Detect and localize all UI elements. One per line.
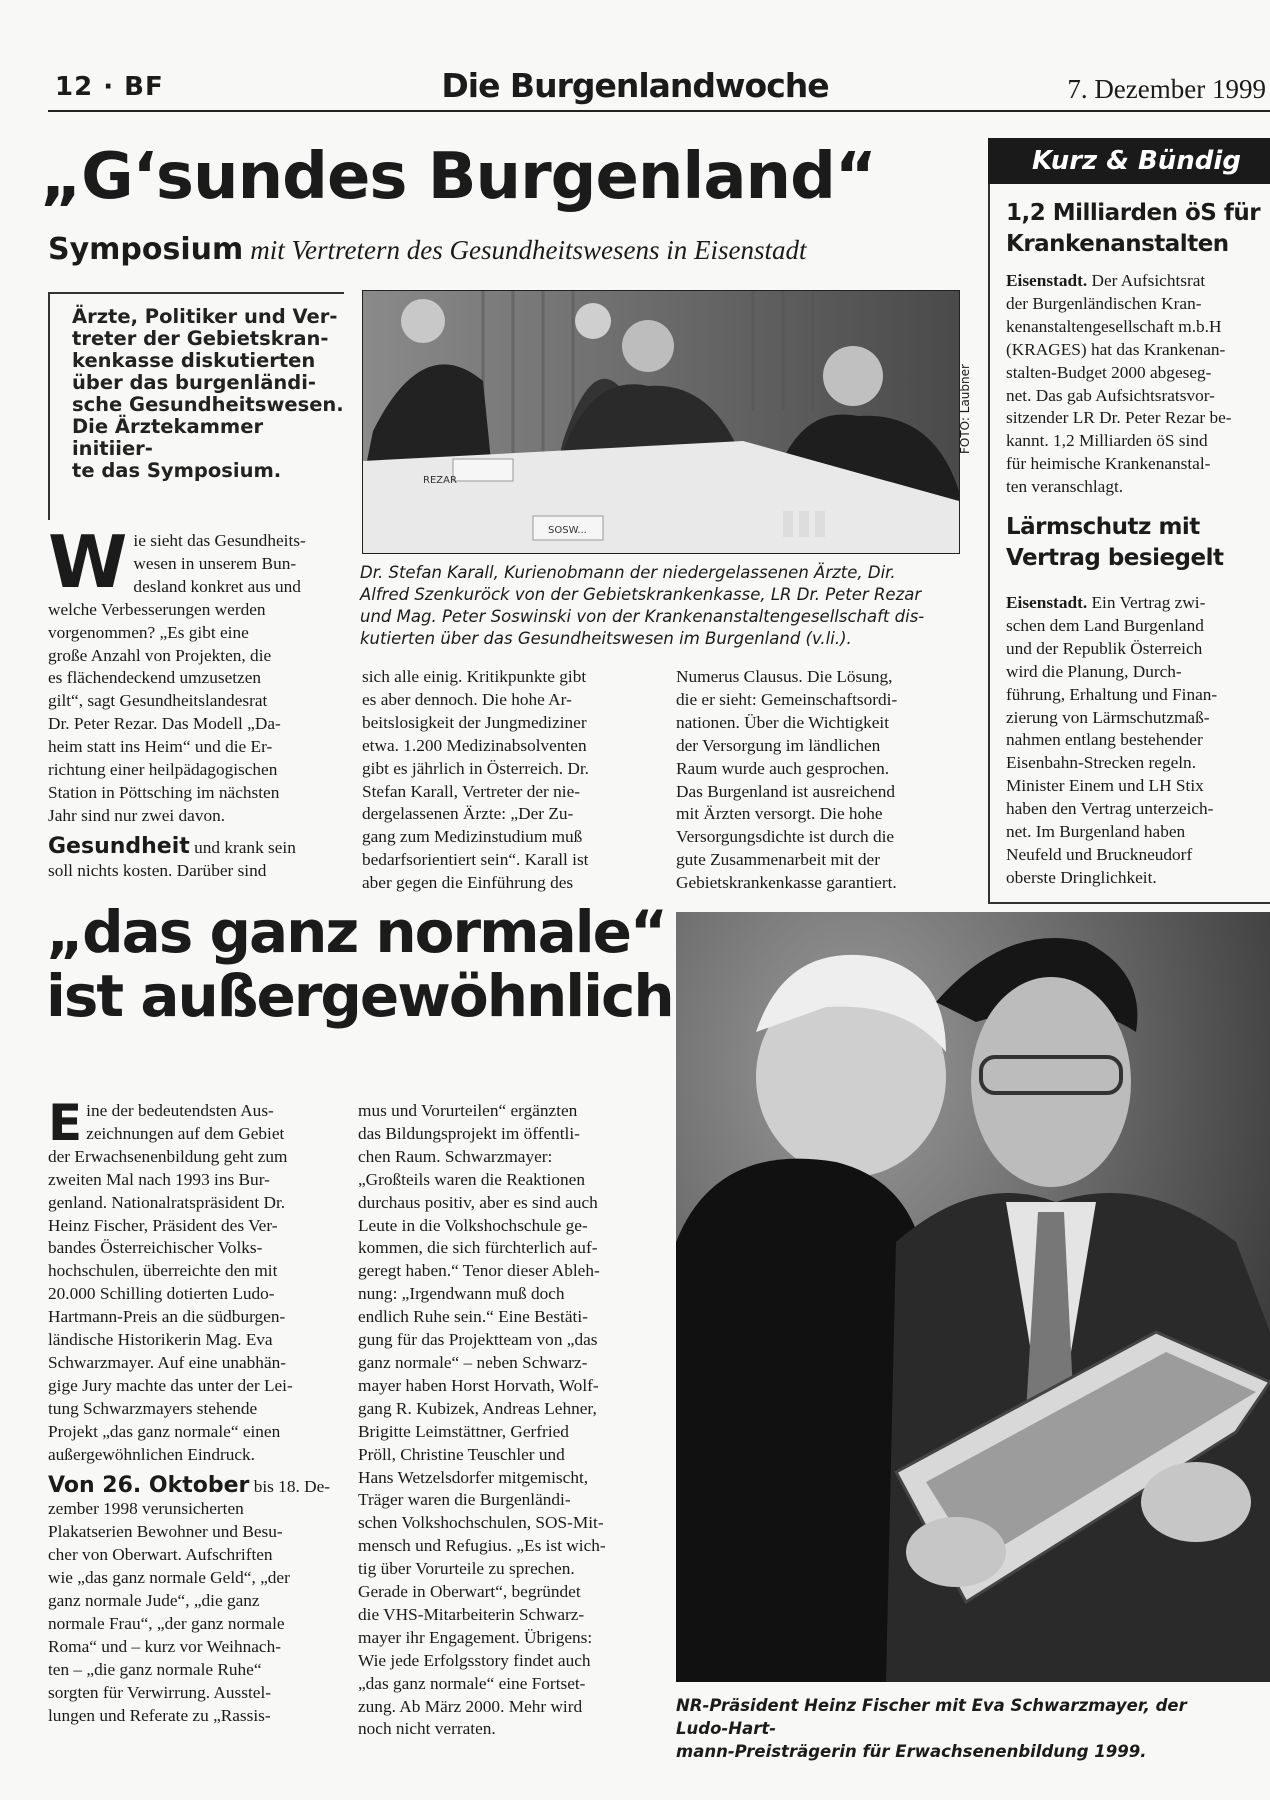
text-line: Das Burgenland ist ausreichend — [676, 781, 896, 801]
text-line: außergewöhnlichen Eindruck. — [48, 1444, 255, 1464]
text-line: normale Frau“, „der ganz normale — [48, 1613, 285, 1633]
text-line: ine der bedeutendsten Aus- — [86, 1101, 274, 1120]
text-line: es flächendeckend umzusetzen — [48, 668, 262, 688]
publication-title: Die Burgenlandwoche — [441, 66, 829, 105]
issue-date: 7. Dezember 1999 — [1067, 74, 1266, 104]
text-line: welche Verbesserungen werden — [48, 599, 266, 619]
text-line: Gesundheit und krank sein — [48, 833, 296, 859]
text-line: Raum wurde auch gesprochen. — [676, 758, 890, 778]
photo2-caption — [676, 1694, 1236, 1763]
sidebar-headline: Krankenanstalten — [1006, 231, 1229, 257]
text-line: ie sieht das Gesundheits- — [133, 531, 306, 550]
text-line: genland. Nationalratspräsident Dr. — [48, 1192, 286, 1212]
text-line: sich alle einig. Kritikpunkte gibt — [362, 667, 587, 686]
text-line: gige Jury machte das unter der Lei- — [48, 1375, 293, 1395]
header-rule — [48, 110, 1270, 112]
text-line: Jahr sind nur zwei davon. — [48, 805, 226, 825]
subtitle-bold: Symposium — [48, 232, 244, 267]
text-line: Roma“ und – kurz vor Weihnach- — [48, 1636, 281, 1656]
sidebar-headline: Vertrag besiegelt — [1006, 545, 1224, 571]
text-line: ten – „die ganz normale Ruhe“ — [48, 1659, 262, 1679]
caption-line: Alfred Szenkuröck von der Gebietskrankenkasse, LR Dr. Peter Rezar — [360, 585, 922, 604]
text-line: Träger waren die Burgenländi- — [358, 1490, 571, 1510]
photo1-caption — [360, 562, 960, 650]
text-line: Hartmann-Preis an die südburgen- — [48, 1307, 286, 1327]
text-line: Von 26. Oktober bis 18. De- — [48, 1472, 331, 1498]
text-line: der Erwachsenenbildung geht zum — [48, 1146, 288, 1166]
text-line: gilt“, sagt Gesundheitslandesrat — [48, 691, 268, 711]
text-line: mit Ärzten versorgt. Die hohe — [676, 804, 883, 824]
text-line: vorgenommen? „Es gibt eine — [48, 622, 249, 642]
text-line: gute Zusammenarbeit mit der — [676, 850, 880, 870]
text-line: nung: „Irgendwann muß doch — [358, 1284, 565, 1304]
text-line: große Anzahl von Projekten, die — [48, 645, 272, 665]
sidebar-headline: Lärmschutz mit — [1006, 514, 1200, 540]
text-line: ganz normale Jude“, „die ganz — [48, 1591, 260, 1611]
text-line: ganz normale“ – neben Schwarz- — [358, 1352, 588, 1372]
text-line: zweiten Mal nach 1993 ins Bur- — [48, 1169, 270, 1189]
text-line: wie „das ganz normale Geld“, „der — [48, 1568, 290, 1588]
article1-headline: „G‘sundes Burgenland“ — [40, 140, 876, 214]
sidebar-text: Eisenstadt. Ein Vertrag zwi- schen dem Land Burgenland und der Republik Österreich wird die Planung, Durch- führung, Erhaltung und Finan- zierung von Lärmschutzmaß- nahmen entlang bestehender Eisenbahn-Strecken regeln. Minister Einem und LH Stix haben den Vertrag unterzeich- net. Im Burgenland haben Neufeld und Bruckneudorf oberste Dringlichkeit. — [1006, 593, 1218, 887]
headline-line: ist außergewöhnlich — [46, 962, 673, 1030]
text-line: tung Schwarzmayers stehende — [48, 1398, 258, 1418]
intro-line: sche Gesundheitswesen. — [72, 393, 344, 416]
subtitle-italic: mit Vertretern des Gesundheitswesens in Eisenstadt — [250, 235, 807, 265]
text-line: Leute in die Volkshochschule ge- — [358, 1215, 588, 1235]
text-line: gibt es jährlich in Österreich. Dr. — [362, 758, 589, 778]
text-line: kommen, die sich fürchterlich auf- — [358, 1238, 598, 1258]
text-line: dergelassenen Ärzte: „Der Zu- — [362, 804, 574, 824]
text-line: „Großteils waren die Reaktionen — [358, 1169, 585, 1189]
text-line: 20.000 Schilling dotierten Ludo- — [48, 1284, 275, 1304]
text-line: heim statt ins Heim“ und die Er- — [48, 737, 273, 757]
text-line: etwa. 1.200 Medizinabsolventen — [362, 735, 587, 755]
text-line: aber gegen die Einführung des — [362, 873, 574, 893]
article2-headline — [46, 900, 673, 1028]
text-line: Schwarzmayer. Auf eine unabhän- — [48, 1352, 287, 1372]
sidebar-tag: Kurz & Bündig — [988, 138, 1270, 184]
text-line: zeichnungen auf dem Gebiet — [86, 1123, 285, 1143]
text-line: Brigitte Leimstättner, Gerfried — [358, 1421, 569, 1441]
intro-line: Ärzte, Politiker und Ver- — [72, 305, 338, 328]
text-line: geregt haben.“ Tenor dieser Ablеh- — [358, 1261, 600, 1281]
text-line: Plakatserien Bewohner und Besu- — [48, 1522, 283, 1542]
intro-line: kenkasse diskutierten — [72, 349, 316, 372]
caption-line: mann-Preisträgerin für Erwachsenenbildung 1999. — [676, 1742, 1147, 1761]
sidebar-text: Eisenstadt. Der Aufsichtsrat der Burgenländischen Kran- kenanstaltengesellschaft m.b.H (KRAGES) hat das Krankenan- stalten-Budget 2000 abgeseg- net. Das gab Aufsichtsratsvor- sitzender LR Dr. Peter Rezar be- kannt. 1,2 Milliarden öS sind für heimische Krankenanstal- ten veranschlagt. — [1006, 271, 1232, 497]
text-line: schen Volkshochschulen, SOS-Mit- — [358, 1513, 604, 1533]
caption-line: und Mag. Peter Soswinski von der Krankenanstaltengesellschaft dis- — [360, 607, 925, 626]
article1-column-3 — [676, 666, 958, 895]
text-line: beitslosigkeit der Jungmediziner — [362, 712, 587, 732]
text-line: ländische Historikerin Mag. Eva — [48, 1330, 273, 1350]
text-line: Station in Pöttsching im nächsten — [48, 782, 280, 802]
caption-line: kutierten über das Gesundheitswesen im Burgenland (v.li.). — [360, 629, 852, 648]
article2-column-2 — [358, 1100, 642, 1741]
intro-line: Die Ärztekammer initiier- — [72, 415, 264, 460]
sidebar-item-1 — [1006, 198, 1262, 499]
text-line: mensch und Refugius. „Es ist wich- — [358, 1536, 606, 1556]
text-line: richtung einer heilpädagogischen — [48, 760, 278, 780]
text-line: soll nichts kosten. Darüber sind — [48, 860, 267, 880]
text-line: die VHS-Mitarbeiterin Schwarz- — [358, 1604, 585, 1624]
text-line: wesen in unserem Bun- — [133, 553, 297, 573]
dropcap: W — [48, 520, 128, 604]
caption-line: NR-Präsident Heinz Fischer mit Eva Schwarzmayer, der Ludo-Hart- — [676, 1696, 1187, 1738]
text-line: mayer haben Horst Horvath, Wolf- — [358, 1375, 599, 1395]
text-line: der Versorgung im ländlichen — [676, 735, 881, 755]
text-line: tig über Vorurteile zu sprechen. — [358, 1559, 575, 1579]
photo-credit: FOTO: Laubner — [958, 364, 972, 454]
text-line: mayer ihr Engagement. Übrigens: — [358, 1627, 593, 1647]
text-line: mus und Vorurteilen“ ergänzten — [358, 1101, 578, 1120]
article1-intro-box — [48, 292, 344, 520]
text-line: desland konkret aus und — [133, 576, 301, 596]
intro-line: über das burgenländi- — [72, 371, 316, 394]
text-line: durchaus positiv, aber es sind auch — [358, 1192, 598, 1212]
text-line: gung für das Projektteam von „das — [358, 1330, 598, 1350]
text-line: Stefan Karall, Vertreter der nie- — [362, 781, 580, 801]
sidebar-headline: 1,2 Milliarden öS für — [1006, 200, 1261, 226]
text-line: bedarfsorientiert sein“. Karall ist — [362, 850, 589, 870]
text-line: nationen. Über die Wichtigkeit — [676, 712, 890, 732]
text-line: gang zum Medizinstudium muß — [362, 827, 583, 847]
article2-column-1 — [48, 1094, 331, 1727]
intro-line: treter der Gebietskran- — [72, 327, 329, 350]
text-line: lungen und Referate zu „Rassis- — [48, 1705, 271, 1725]
symposium-photo — [362, 290, 960, 554]
text-line: die er sieht: Gemeinschaftsordi- — [676, 689, 898, 709]
text-line: Wie jede Erfolgsstory findet auch — [358, 1650, 591, 1670]
dropcap: E — [48, 1094, 83, 1152]
article1-column-2 — [362, 666, 642, 895]
photo-nameplate-rezar: REZAR — [423, 475, 457, 486]
text-line: cher von Oberwart. Aufschriften — [48, 1545, 273, 1565]
article1-column-1 — [48, 520, 330, 883]
sidebar-item-2 — [1006, 512, 1262, 890]
text-line: es aber dennoch. Die hohe Ar- — [362, 689, 572, 709]
award-photo — [676, 912, 1270, 1682]
symposium-photo-illustration — [363, 291, 959, 553]
text-line: Numerus Clausus. Die Lösung, — [676, 667, 893, 686]
text-line: endlich Ruhe sein.“ Eine Bestäti- — [358, 1307, 588, 1327]
intro-line: te das Symposium. — [72, 459, 282, 482]
headline-line: „das ganz normale“ — [46, 898, 667, 966]
text-line: hochschulen, überreichte den mit — [48, 1261, 278, 1281]
page-number: 12 · BF — [55, 72, 164, 102]
caption-line: Dr. Stefan Karall, Kurienobmann der niedergelassenen Ärzte, Dir. — [360, 563, 896, 582]
text-line: chen Raum. Schwarzmayer: — [358, 1146, 553, 1166]
lead-words: Von 26. Oktober — [48, 1472, 250, 1498]
lead-word: Gesundheit — [48, 833, 190, 859]
text-line: „das ganz normale“ eine Fortset- — [358, 1673, 586, 1693]
text-line: das Bildungsprojekt im öffentli- — [358, 1123, 580, 1143]
article1-subtitle — [48, 232, 806, 267]
text-line: Versorgungsdichte ist durch die — [676, 827, 895, 847]
text-line: zung. Ab März 2000. Mehr wird — [358, 1696, 583, 1716]
text-line: Projekt „das ganz normale“ einen — [48, 1421, 281, 1441]
award-photo-illustration — [676, 912, 1270, 1682]
text-line: noch nicht verraten. — [358, 1719, 496, 1739]
text-line: Pröll, Christine Teuschler und — [358, 1444, 565, 1464]
text-line: bandes Österreichischer Volks- — [48, 1238, 263, 1258]
text-line: Dr. Peter Rezar. Das Modell „Da- — [48, 714, 281, 734]
text-line: Heinz Fischer, Präsident des Ver- — [48, 1215, 278, 1235]
photo-nameplate-soswinski: SOSW... — [548, 525, 587, 536]
text-line: sorgten für Verwirrung. Ausstel- — [48, 1682, 272, 1702]
text-line: Gerade in Oberwart“, begründet — [358, 1582, 581, 1602]
text-line: gang R. Kubizek, Andreas Lehner, — [358, 1398, 597, 1418]
text-line: zember 1998 verunsicherten — [48, 1499, 244, 1519]
text-line: Hans Wetzelsdorfer mitgemischt, — [358, 1467, 589, 1487]
text-line: Gebietskrankenkasse garantiert. — [676, 873, 897, 893]
